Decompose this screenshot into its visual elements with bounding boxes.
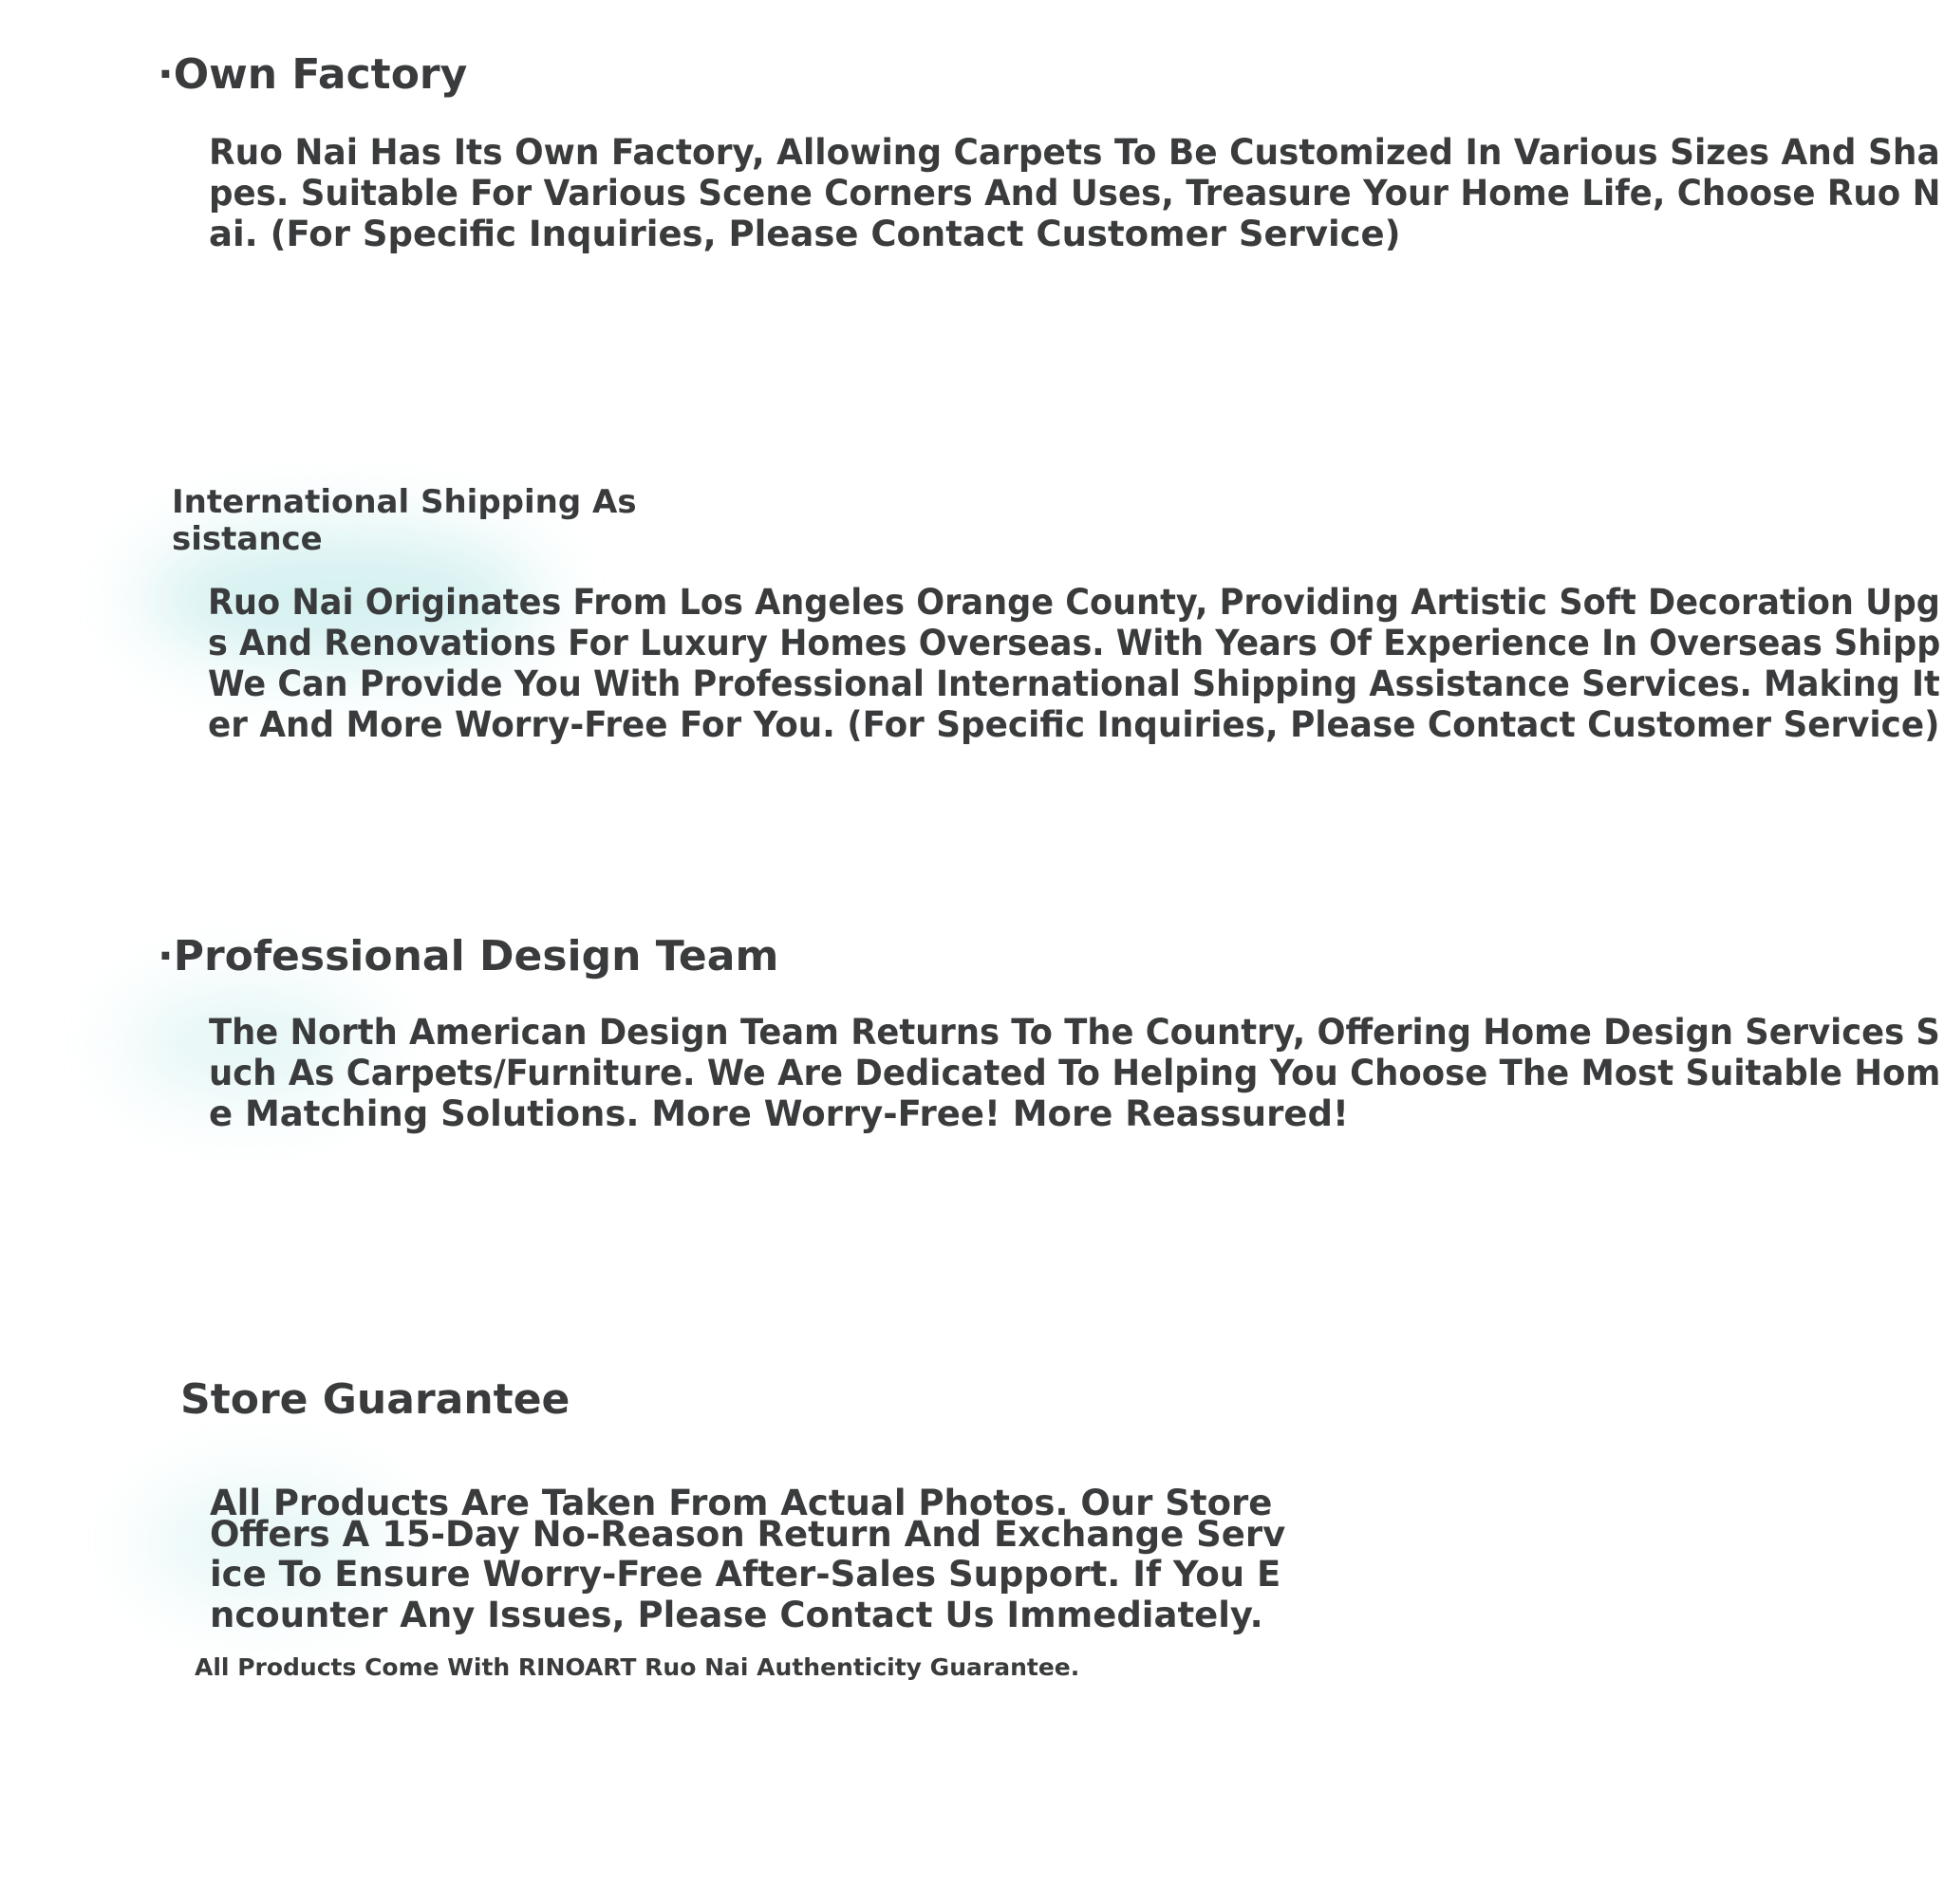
- section-heading: ·Own Factory: [158, 50, 468, 99]
- authenticity-footnote: All Products Come With RINOART Ruo Nai Authenticity Guarantee.: [195, 1653, 1080, 1681]
- section-heading: Store Guarantee: [180, 1375, 570, 1424]
- body-line: The North American Design Team Returns To The Country, Offering Home Design Services S: [209, 1012, 1940, 1053]
- body-line: s And Renovations For Luxury Homes Overseas. With Years Of Experience In Overseas Shipp: [208, 623, 1941, 663]
- body-line: uch As Carpets/Furniture. We Are Dedicated To Helping You Choose The Most Suitable Hom: [209, 1053, 1941, 1093]
- body-line: ai. (For Specific Inquiries, Please Contact Customer Service): [209, 214, 1401, 254]
- body-line: e Matching Solutions. More Worry-Free! More Reassured!: [209, 1093, 1349, 1134]
- body-line: Ruo Nai Originates From Los Angeles Orange County, Providing Artistic Soft Decoration Upg: [208, 582, 1940, 623]
- body-line: ncounter Any Issues, Please Contact Us Immediately.: [210, 1595, 1263, 1635]
- body-line: All Products Are Taken From Actual Photos. Our Store: [210, 1483, 1273, 1523]
- heading-line: International Shipping As: [172, 483, 637, 521]
- body-line: We Can Provide You With Professional International Shipping Assistance Services. Making It: [208, 663, 1940, 704]
- heading-line: sistance: [172, 520, 323, 558]
- body-line: Ruo Nai Has Its Own Factory, Allowing Carpets To Be Customized In Various Sizes And Sha: [209, 132, 1940, 173]
- section-heading: ·Professional Design Team: [158, 932, 779, 980]
- body-line: pes. Suitable For Various Scene Corners And Uses, Treasure Your Home Life, Choose Ruo N: [209, 173, 1941, 214]
- body-line: er And More Worry-Free For You. (For Specific Inquiries, Please Contact Customer Service): [208, 704, 1940, 745]
- body-line: Offers A 15-Day No-Reason Return And Exchange Serv: [210, 1514, 1286, 1555]
- body-line: ice To Ensure Worry-Free After-Sales Support. If You E: [210, 1554, 1281, 1595]
